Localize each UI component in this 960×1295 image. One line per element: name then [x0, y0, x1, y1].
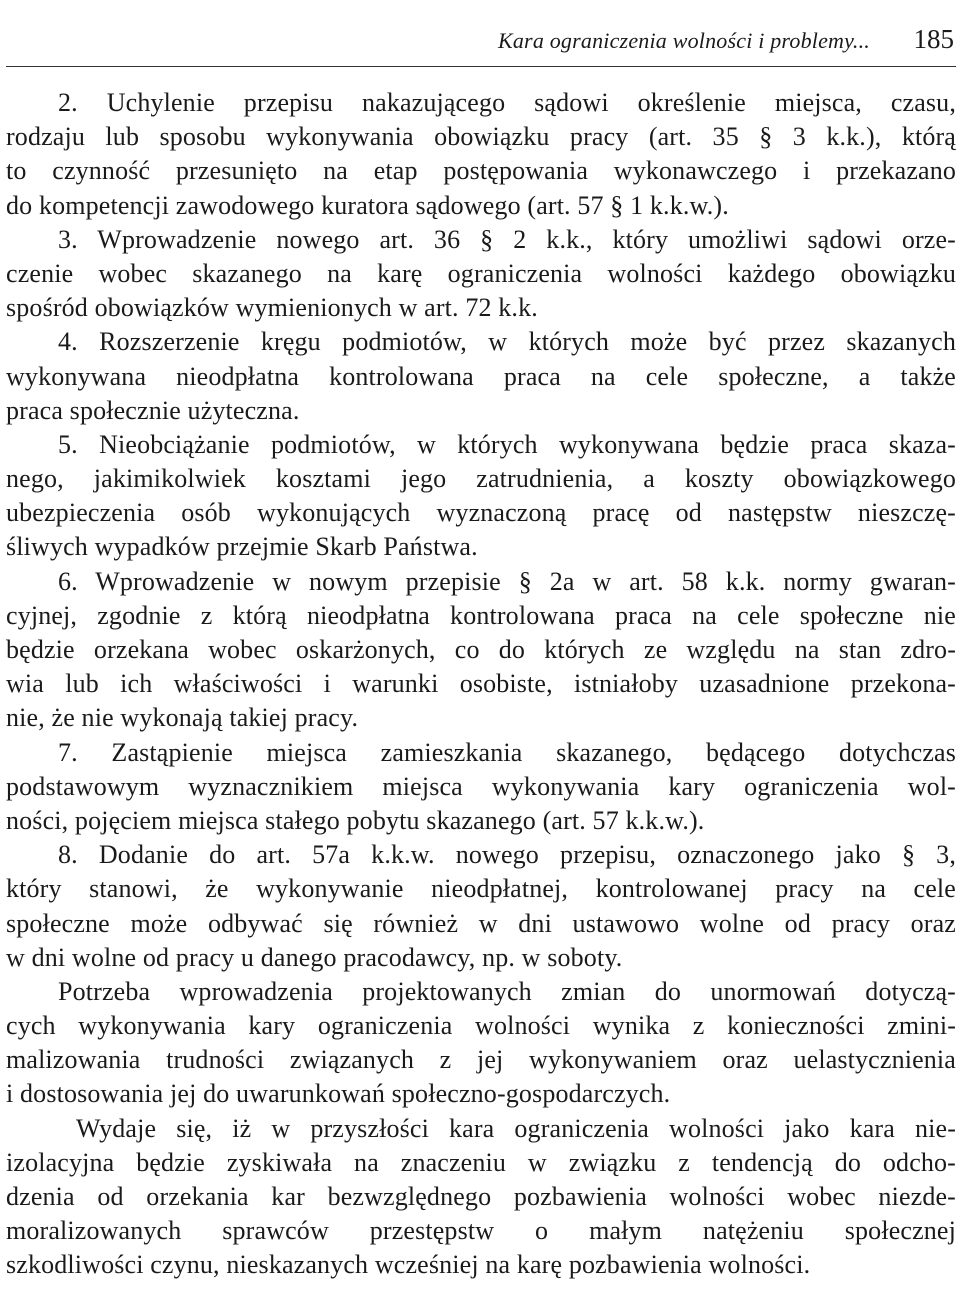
- text-line: praca społecznie użyteczna.: [6, 395, 300, 425]
- text-line: Potrzeba wprowadzenia projektowanych zmian do unormowań dotyczą-: [58, 976, 956, 1006]
- text-line: nie, że nie wykonają takiej pracy.: [6, 703, 359, 733]
- text-line: i dostosowania jej do uwarunkowań społeczno-gospodarczych.: [6, 1079, 671, 1109]
- text-line: 4. Rozszerzenie kręgu podmiotów, w których może być przez skazanych: [58, 327, 956, 357]
- text-line: 6. Wprowadzenie w nowym przepisie § 2a w art. 58 k.k. normy gwaran-: [58, 566, 956, 596]
- text-line: izolacyjna będzie zyskiwała na znaczeniu w związku z tendencją do odcho-: [6, 1147, 956, 1177]
- text-line: dzenia od orzekania kar bezwzględnego pozbawienia wolności wobec niezde-: [6, 1182, 956, 1211]
- text-line: wia lub ich właściwości i warunki osobiste, istniałoby uzasadnione przekona-: [6, 669, 956, 699]
- text-line: będzie orzekana wobec oskarżonych, co do których ze względu na stan zdro-: [6, 635, 956, 664]
- running-header: [0, 22, 960, 62]
- text-line: 7. Zastąpienie miejsca zamieszkania skazanego, będącego dotychczas: [58, 737, 956, 767]
- body-text: [6, 86, 956, 1283]
- text-line: spośród obowiązków wymienionych w art. 72 k.k.: [6, 293, 538, 323]
- text-line: czenie wobec skazanego na karę ograniczenia wolności każdego obowiązku: [6, 258, 956, 288]
- text-line: społeczne może odbywać się również w dni ustawowo wolne od pracy oraz: [6, 908, 956, 938]
- text-line: 3. Wprowadzenie nowego art. 36 § 2 k.k., który umożliwi sądowi orze-: [58, 224, 956, 254]
- text-line: cyjnej, zgodnie z którą nieodpłatna kontrolowana praca na cele społeczne nie: [6, 600, 956, 630]
- text-line: to czynność przesunięto na etap postępowania wykonawczego i przekazano: [6, 156, 956, 186]
- page-number: 185: [913, 24, 954, 54]
- text-line: szkodliwości czynu, nieskazanych wcześniej na karę pozbawienia wolności.: [6, 1250, 811, 1280]
- text-line: w dni wolne od pracy u danego pracodawcy, np. w soboty.: [6, 942, 623, 972]
- text-line: wykonywana nieodpłatna kontrolowana praca na cele społeczne, a także: [6, 361, 956, 391]
- text-line: ności, pojęciem miejsca stałego pobytu skazanego (art. 57 k.k.w.).: [6, 805, 705, 835]
- running-title: Kara ograniczenia wolności i problemy...: [497, 28, 870, 53]
- text-line: podstawowym wyznacznikiem miejsca wykonywania kary ograniczenia wol-: [6, 771, 956, 801]
- text-line: 2. Uchylenie przepisu nakazującego sądowi określenie miejsca, czasu,: [58, 88, 956, 117]
- text-line: rodzaju lub sposobu wykonywania obowiązku pracy (art. 35 § 3 k.k.), którą: [6, 122, 956, 152]
- text-line: 8. Dodanie do art. 57a k.k.w. nowego przepisu, oznaczonego jako § 3,: [58, 840, 956, 870]
- text-line: który stanowi, że wykonywanie nieodpłatnej, kontrolowanej pracy na cele: [6, 874, 956, 904]
- text-line: nego, jakimikolwiek kosztami jego zatrudnienia, a koszty obowiązkowego: [6, 464, 956, 494]
- header-rule: [6, 66, 956, 67]
- text-line: cych wykonywania kary ograniczenia wolności wynika z konieczności zmini-: [6, 1011, 956, 1041]
- text-line: malizowania trudności związanych z jej wykonywaniem oraz uelastycznienia: [6, 1045, 956, 1075]
- text-line: śliwych wypadków przejmie Skarb Państwa.: [6, 532, 478, 562]
- text-line: ubezpieczenia osób wykonujących wyznaczoną pracę od następstw nieszczę-: [6, 498, 956, 528]
- text-line: do kompetencji zawodowego kuratora sądowego (art. 57 § 1 k.k.w.).: [6, 190, 729, 220]
- text-line: moralizowanych sprawców przestępstw o małym natężeniu społecznej: [6, 1216, 956, 1246]
- text-line: 5. Nieobciążanie podmiotów, w których wykonywana będzie praca skaza-: [58, 429, 956, 459]
- text-line: Wydaje się, iż w przyszłości kara ograniczenia wolności jako kara nie-: [76, 1113, 956, 1143]
